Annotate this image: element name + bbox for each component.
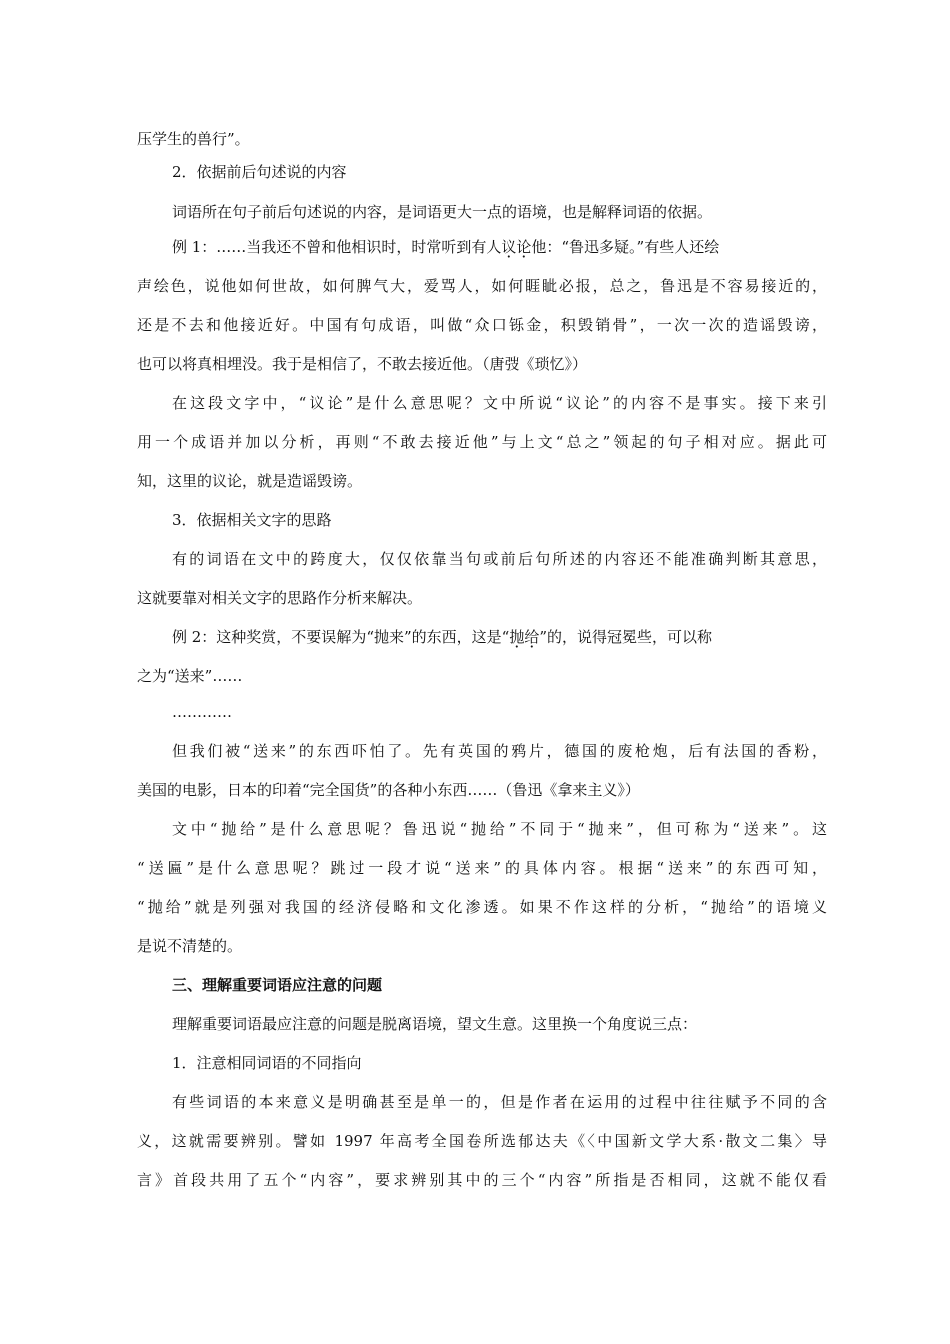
emphasis-char: 议: [501, 238, 517, 256]
paragraph-line: 这就要靠对相关文字的思路作分析来解决。: [137, 589, 423, 607]
paragraph-line: 压学生的兽行”。: [137, 130, 250, 148]
emphasis-char: 论: [516, 238, 532, 256]
paragraph-line: “送匾”是什么意思呢？跳过一段才说“送来”的具体内容。根据“送来”的东西可知，: [137, 859, 827, 877]
paragraph-line: 文中“抛给”是什么意思呢？鲁迅说“抛给”不同于“抛来”，但可称为“送来”。这: [172, 820, 827, 838]
paragraph-line: 还是不去和他接近好。中国有句成语，叫做“众口铄金，积毁销骨”，一次一次的造谣毁谤，: [137, 316, 827, 334]
paragraph-line: 词语所在句子前后句述说的内容，是词语更大一点的语境，也是解释词语的依据。: [172, 203, 713, 221]
paragraph-line: 知，这里的议论，就是造谣毁谤。: [137, 472, 363, 490]
paragraph-line: “抛给”就是列强对我国的经济侵略和文化渗透。如果不作这样的分析，“抛给”的语境义: [137, 898, 827, 916]
paragraph-line: 但我们被“送来”的东西吓怕了。先有英国的鸦片，德国的废枪炮，后有法国的香粉，: [172, 742, 827, 760]
paragraph-line: 用一个成语并加以分析，再则“不敢去接近他”与上文“总之”领起的句子相对应。据此可: [137, 433, 827, 451]
paragraph-line: 也可以将真相埋没。我于是相信了，不敢去接近他。（唐弢《琐忆》）: [137, 355, 588, 373]
example-text: ”的，说得冠冕些，可以称: [539, 628, 713, 646]
example-text: 例 2：这种奖赏，不要误解为“抛来”的东西，这是“: [172, 628, 510, 646]
example-line: [172, 237, 827, 257]
example-text: 他：“鲁迅多疑。”有些人还绘: [531, 238, 720, 256]
paragraph-line: 声绘色，说他如何世故，如何脾气大，爱骂人，如何睚眦必报，总之，鲁迅是不容易接近的，: [137, 277, 827, 295]
emphasis-char: 给: [524, 628, 540, 646]
paragraph-line: 有些词语的本来意义是明确甚至是单一的，但是作者在运用的过程中往往赋予不同的含: [172, 1093, 827, 1111]
ellipsis-line: …………: [172, 703, 232, 721]
emphasis-char: 抛: [509, 628, 525, 646]
paragraph-line: 之为“送来”……: [137, 667, 243, 685]
section-heading: 三、理解重要词语应注意的问题: [172, 976, 383, 994]
paragraph-line: 理解重要词语最应注意的问题是脱离语境，望文生意。这里换一个角度说三点：: [172, 1015, 698, 1033]
paragraph-line: 义，这就需要辨别。譬如 1997 年高考全国卷所选郁达夫《〈中国新文学大系·散文二集〉导: [137, 1132, 827, 1150]
paragraph-line: 美国的电影，日本的印着“完全国货”的各种小东西……（鲁迅《拿来主义》）: [137, 781, 640, 799]
paragraph-line: 是说不清楚的。: [137, 937, 243, 955]
paragraph-line: 有的词语在文中的跨度大，仅仅依靠当句或前后句所述的内容还不能准确判断其意思，: [172, 550, 827, 568]
subheading: 3．依据相关文字的思路: [172, 511, 332, 529]
example-text: 例 1：……当我还不曾和他相识时，时常听到有人: [172, 238, 502, 256]
subheading: 2．依据前后句述说的内容: [172, 163, 347, 181]
paragraph-line: 言》首段共用了五个“内容”，要求辨别其中的三个“内容”所指是否相同，这就不能仅看: [137, 1171, 827, 1189]
paragraph-line: 在这段文字中，“议论”是什么意思呢？文中所说“议论”的内容不是事实。接下来引: [172, 394, 827, 412]
example-line: [172, 627, 827, 647]
subheading: 1．注意相同词语的不同指向: [172, 1054, 362, 1072]
